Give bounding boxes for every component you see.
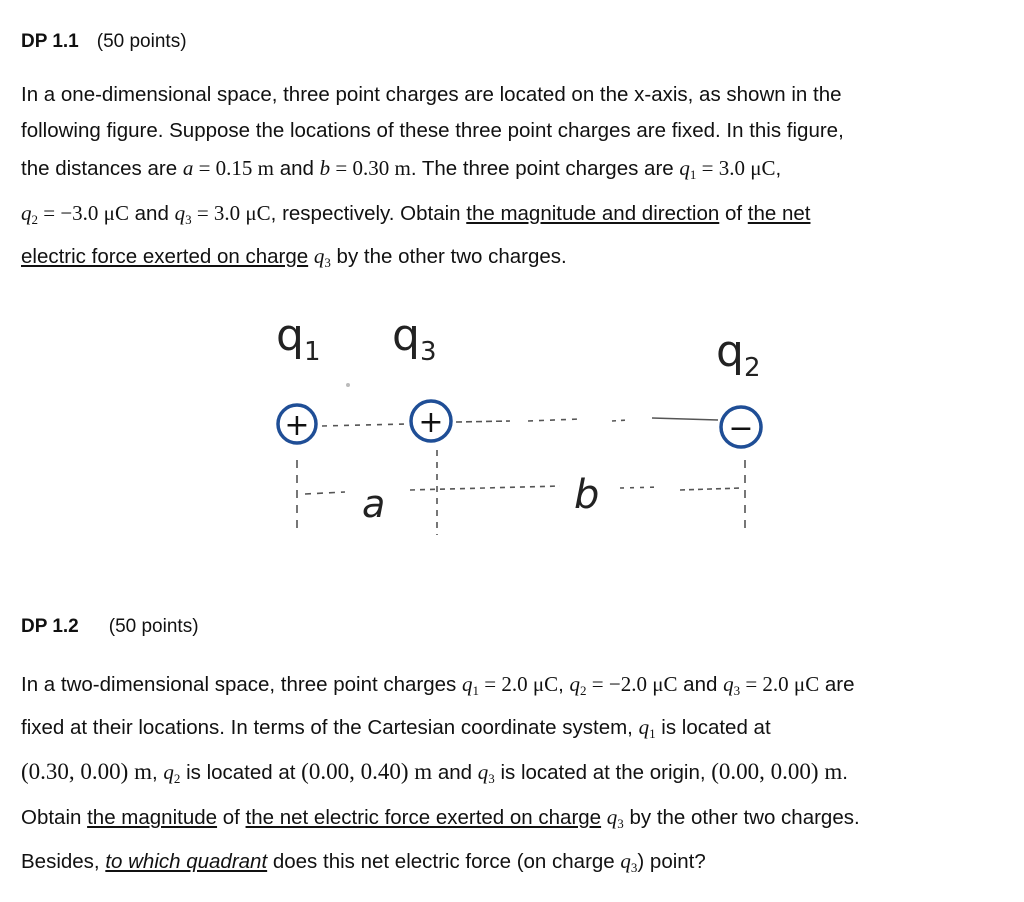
dp2-line-5: Besides, to which quadrant does this net electric force (on charge $q_3$) point? — [21, 849, 706, 875]
var-q2: $q_2$ — [21, 201, 38, 227]
plus-sign-q3: + — [418, 405, 444, 440]
dp2-underline-net-force: the net electric force exerted on charge — [245, 806, 602, 829]
dp2-underline-magnitude: the magnitude — [87, 806, 218, 829]
dp2-pos-q3: (0.00, 0.00) m — [711, 759, 843, 784]
dp1-line-3: the distances are a = 0.15 m and b = 0.30 m. The three point charges are $q_1 = 3.0$ μC, — [21, 156, 782, 182]
value-q1: = 3.0 μC — [696, 156, 776, 180]
dp1-label: DP 1.1 — [21, 31, 79, 52]
var-a: a — [182, 156, 194, 180]
minus-sign-q2: − — [728, 411, 754, 446]
dp2-pos-q1: (0.30, 0.00) m — [21, 759, 152, 784]
dp2-var-q3: $q_3$ — [723, 672, 741, 698]
dp2-value-q2: = −2.0 μC — [586, 672, 678, 696]
charges-figure — [0, 300, 1024, 540]
var-b: b — [319, 156, 331, 180]
charge-q2-marker — [721, 407, 761, 447]
stray-dot — [346, 383, 350, 387]
distance-a-label: a — [362, 482, 386, 526]
dp2-underline-quadrant: to which quadrant — [105, 850, 268, 873]
dp2-pos-q2: (0.00, 0.40) m — [301, 759, 433, 784]
dp1-line-2: following figure. Suppose the locations of these three point charges are fixed. In this figure, — [21, 119, 844, 142]
charge-q1-marker — [278, 405, 316, 443]
figure-q2-label: $q_2$ — [716, 326, 761, 383]
value-q2: = −3.0 μC — [38, 201, 129, 225]
dp2-var-q3-force: $q_3$ — [606, 805, 624, 831]
dp2-var-q1: $q_1$ — [462, 672, 480, 698]
dp2-var-q3-quadrant: $q_3$ — [620, 849, 638, 875]
dp2-label: DP 1.2 — [21, 616, 79, 637]
figure-q1-label: $q_1$ — [276, 310, 321, 367]
dp2-points: (50 points) — [108, 616, 199, 637]
dp2-line-4: Obtain the magnitude of the net electric force exerted on charge $q_3$ by the other two charges. — [21, 805, 860, 831]
dp1-heading — [21, 31, 187, 53]
var-q3-inline: $q_3$ — [313, 244, 331, 270]
dp2-var-q2: $q_2$ — [569, 672, 587, 698]
dp2-line-2: fixed at their locations. In terms of the Cartesian coordinate system, $q_1$ is located at — [21, 715, 771, 741]
dp1-line-1: In a one-dimensional space, three point charges are located on the x-axis, as shown in the — [21, 83, 842, 106]
dp2-var-q1-loc: $q_1$ — [638, 715, 656, 741]
dp1-points: (50 points) — [96, 31, 187, 52]
value-b: = 0.30 m — [330, 156, 411, 180]
dp2-line-1: In a two-dimensional space, three point charges $q_1 = 2.0$ μC, $q_2 = -2.0$ μC and $q_3 = 2.0$ μC are — [21, 672, 855, 698]
dp2-var-q2-loc: $q_2$ — [163, 760, 181, 786]
underline-electric-force: electric force exerted on charge — [21, 245, 309, 268]
figure-q3-label: $q_3$ — [392, 310, 437, 367]
value-a: = 0.15 m — [193, 156, 275, 180]
var-q1: $q_1$ — [679, 156, 697, 182]
dp2-line-3: (0.30, 0.00) m, $q_2$ is located at (0.00, 0.40) m and $q_3$ is located at the origin, (0.00, 0.00) m. — [21, 759, 848, 786]
underline-the-net: the net — [747, 202, 811, 225]
underline-magnitude-direction: the magnitude and direction — [466, 202, 720, 225]
dp1-line-4: $q_2 = -3.0$ μC and $q_3 = 3.0$ μC, respectively. Obtain the magnitude and direction of the net — [21, 201, 811, 227]
charge-q3-marker — [411, 401, 451, 441]
dp1-line-5: electric force exerted on charge $q_3$ by the other two charges. — [21, 244, 567, 270]
var-q3: $q_3$ — [174, 201, 192, 227]
dp2-var-q3-loc: $q_3$ — [477, 760, 495, 786]
dp2-heading — [21, 616, 199, 638]
dp2-value-q1: = 2.0 μC — [479, 672, 559, 696]
dp2-value-q3: = 2.0 μC — [740, 672, 820, 696]
plus-sign-q1: + — [284, 408, 310, 443]
value-q3: = 3.0 μC — [191, 201, 271, 225]
x-axis-dashed-line — [322, 418, 718, 426]
distance-b-label: b — [574, 472, 600, 518]
